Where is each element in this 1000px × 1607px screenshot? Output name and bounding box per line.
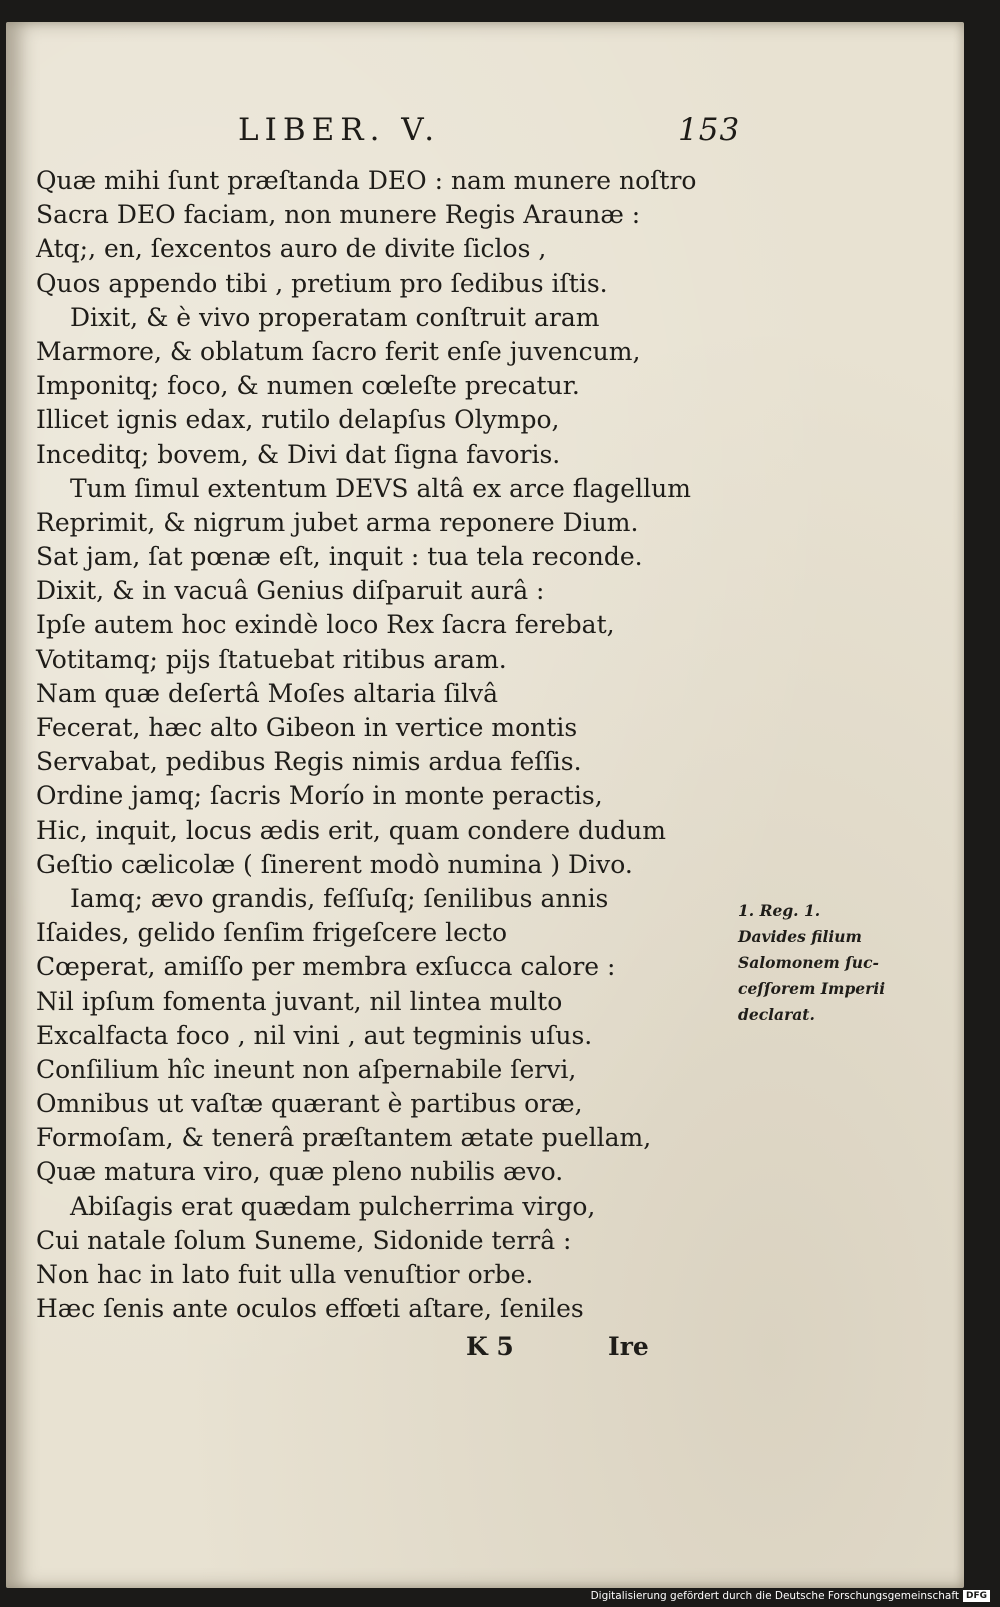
verse-text: [36, 164, 736, 1326]
verse-line: Inceditq; bovem, & Divi dat ſigna favoris.: [36, 439, 561, 469]
verse-line: Sacra DEO faciam, non munere Regis Araunæ :: [36, 200, 641, 230]
verse-line: Atq;, en, ſexcentos auro de divite ſiclos ,: [36, 234, 547, 264]
verse-line: Geſtio cælicolæ ( ſinerent modò numina ) Divo.: [36, 849, 633, 879]
catchword: Ire: [608, 1332, 649, 1361]
signature-mark: K 5: [466, 1332, 514, 1361]
verse-line: Hæc ſenis ante oculos effœti aſtare, ſeniles: [36, 1294, 584, 1324]
verse-line: Non hac in lato fuit ulla venuſtior orbe.: [36, 1260, 534, 1289]
margin-note: [738, 898, 908, 1028]
verse-line: Hic, inquit, locus ædis erit, quam condere dudum: [36, 815, 666, 845]
verse-line: Cui natale ſolum Suneme, Sidonide terrâ :: [36, 1225, 572, 1255]
verse-line: Servabat, pedibus Regis nimis ardua feſſis.: [36, 747, 582, 777]
verse-line: Iamq; ævo grandis, feſſuſq; ſenilibus annis: [70, 883, 609, 913]
verse-line: Ipſe autem hoc exindè loco Rex ſacra ferebat,: [36, 610, 615, 640]
verse-line: Excalfacta foco , nil vini , aut tegminis uſus.: [36, 1020, 593, 1050]
margin-note-line: Salomonem ſuc-: [738, 953, 879, 972]
verse-line: Abiſagis erat quædam pulcherrima virgo,: [70, 1191, 596, 1221]
verse-line: Votitamq; pijs ſtatuebat ritibus aram.: [36, 644, 507, 674]
running-header: [238, 112, 741, 154]
page-footer: [466, 1332, 666, 1368]
book-page: [6, 22, 964, 1588]
digitization-credit: [591, 1589, 990, 1603]
verse-line: Cœperat, amiſſo per membra exſucca calore :: [36, 952, 616, 982]
verse-line: Dixit, & in vacuâ Genius diſparuit aurâ :: [36, 576, 545, 606]
verse-line: Quæ matura viro, quæ pleno nubilis ævo.: [36, 1157, 564, 1187]
margin-note-line: ceſſorem Imperii: [738, 979, 886, 998]
verse-line: Illicet ignis edax, rutilo delapſus Olympo,: [36, 405, 560, 435]
verse-line: Conſilium hîc ineunt non aſpernabile ſervi,: [36, 1054, 577, 1084]
dfg-logo: DFG: [963, 1590, 990, 1602]
margin-note-line: declarat.: [738, 1005, 815, 1024]
margin-note-line: Davides filium: [738, 927, 862, 946]
margin-note-line: 1. Reg. 1.: [738, 901, 821, 920]
verse-line: Nil ipſum fomenta juvant, nil lintea multo: [36, 986, 563, 1016]
verse-line: Tum ſimul extentum DEVS altâ ex arce flagellum: [70, 473, 691, 503]
credit-text: Digitalisierung gefördert durch die Deutsche Forschungsgemeinschaft: [590, 1590, 959, 1602]
verse-line: Iſaides, gelido ſenſim frigeſcere lecto: [36, 918, 508, 948]
verse-line: Quæ mihi ſunt præſtanda DEO : nam munere noſtro: [36, 166, 697, 195]
verse-line: Omnibus ut vaſtæ quærant è partibus oræ,: [36, 1089, 583, 1119]
verse-line: Formoſam, & tenerâ præſtantem ætate puellam,: [36, 1123, 652, 1153]
verse-line: Marmore, & oblatum ſacro ferit enſe juvencum,: [36, 336, 641, 366]
verse-line: Sat jam, ſat pœnæ eſt, inquit : tua tela reconde.: [36, 542, 643, 572]
verse-line: Ordine jamq; ſacris Morío in monte peractis,: [36, 781, 603, 811]
verse-line: Reprimit, & nigrum jubet arma reponere Dium.: [36, 507, 639, 537]
page-number: 153: [678, 112, 741, 148]
verse-line: Fecerat, hæc alto Gibeon in vertice montis: [36, 713, 578, 742]
verse-line: Nam quæ deſertâ Moſes altaria ſilvâ: [36, 678, 499, 708]
verse-line: Imponitq; foco, & numen cœleſte precatur.: [36, 371, 580, 401]
verse-line: Dixit, & è vivo properatam conſtruit aram: [70, 302, 600, 332]
verse-line: Quos appendo tibi , pretium pro ſedibus iſtis.: [36, 268, 608, 298]
book-title: LIBER. V.: [238, 112, 441, 148]
